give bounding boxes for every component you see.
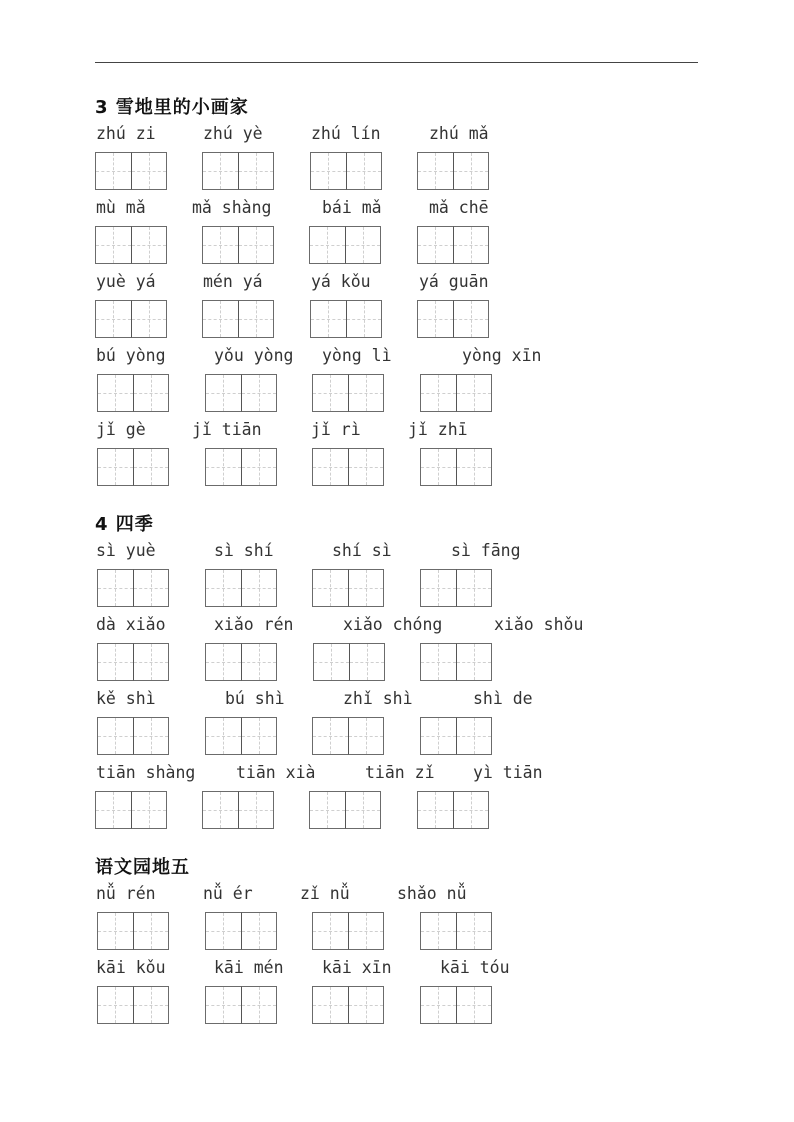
tianzige-cell[interactable] — [133, 717, 170, 755]
tianzige-cell[interactable] — [312, 986, 349, 1024]
tianzige-cell[interactable] — [202, 300, 239, 338]
tianzige-cell[interactable] — [95, 226, 132, 264]
pinyin-label: sì yuè — [96, 541, 156, 560]
tianzige-box[interactable] — [205, 717, 277, 755]
tianzige-box[interactable] — [420, 986, 492, 1024]
pinyin-label: mǎ chē — [429, 198, 489, 217]
pinyin-label: zhú yè — [203, 124, 263, 143]
pinyin-row — [95, 956, 695, 980]
tianzige-cell[interactable] — [313, 643, 350, 681]
tianzige-box[interactable] — [202, 791, 274, 829]
section-title: 语文园地五 — [95, 857, 190, 878]
tianzige-box[interactable] — [205, 912, 277, 950]
tianzige-box[interactable] — [312, 374, 384, 412]
tianzige-cell[interactable] — [453, 300, 490, 338]
tianzige-box[interactable] — [202, 300, 274, 338]
pinyin-label: mǎ shàng — [192, 198, 272, 217]
pinyin-label: yòng lì — [322, 346, 392, 365]
tianzige-box[interactable] — [97, 569, 169, 607]
tianzige-cell[interactable] — [131, 300, 168, 338]
tianzige-cell[interactable] — [420, 448, 457, 486]
pinyin-label: zhǐ shì — [343, 689, 413, 708]
tianzige-box[interactable] — [95, 300, 167, 338]
tianzige-cell[interactable] — [133, 448, 170, 486]
tianzige-box[interactable] — [205, 569, 277, 607]
tianzige-cell[interactable] — [238, 226, 275, 264]
pinyin-label: bú shì — [225, 689, 285, 708]
tianzige-cell[interactable] — [310, 300, 347, 338]
pinyin-label: jǐ rì — [311, 420, 361, 439]
tianzige-cell[interactable] — [456, 569, 493, 607]
tianzige-box[interactable] — [312, 717, 384, 755]
tianzige-cell[interactable] — [241, 448, 278, 486]
tianzige-cell[interactable] — [95, 791, 132, 829]
tianzige-box[interactable] — [420, 569, 492, 607]
pinyin-label: jǐ gè — [96, 420, 146, 439]
tianzige-cell[interactable] — [205, 986, 242, 1024]
pinyin-label: yá kǒu — [311, 272, 371, 291]
tianzige-box[interactable] — [417, 226, 489, 264]
section-title: 3 雪地里的小画家 — [95, 97, 249, 118]
pinyin-label: bú yòng — [96, 346, 166, 365]
pinyin-label: dà xiǎo — [96, 615, 166, 634]
pinyin-label: sì shí — [214, 541, 274, 560]
tianzige-cell[interactable] — [346, 300, 383, 338]
tianzige-box[interactable] — [312, 569, 384, 607]
pinyin-label: yì tiān — [473, 763, 543, 782]
tianzige-cell[interactable] — [131, 152, 168, 190]
tianzige-cell[interactable] — [241, 643, 278, 681]
tianzige-cell[interactable] — [97, 986, 134, 1024]
tianzige-cell[interactable] — [205, 374, 242, 412]
pinyin-label: yuè yá — [96, 272, 156, 291]
pinyin-label: zhú lín — [311, 124, 381, 143]
tianzige-box[interactable] — [420, 717, 492, 755]
pinyin-label: yòng xīn — [462, 346, 542, 365]
pinyin-label: yá guān — [419, 272, 489, 291]
tianzige-cell[interactable] — [205, 448, 242, 486]
tianzige-box[interactable] — [417, 791, 489, 829]
tianzige-cell[interactable] — [241, 569, 278, 607]
tianzige-cell[interactable] — [417, 791, 454, 829]
pinyin-label: tiān xià — [236, 763, 316, 782]
pinyin-label: kāi kǒu — [96, 958, 166, 977]
pinyin-label: yǒu yòng — [214, 346, 294, 365]
pinyin-label: shì de — [473, 689, 533, 708]
tianzige-cell[interactable] — [95, 300, 132, 338]
tianzige-cell[interactable] — [238, 152, 275, 190]
writing-box-row — [95, 368, 695, 418]
tianzige-cell[interactable] — [97, 912, 134, 950]
pinyin-row — [95, 539, 695, 563]
tianzige-cell[interactable] — [131, 226, 168, 264]
tianzige-box[interactable] — [97, 374, 169, 412]
tianzige-cell[interactable] — [241, 986, 278, 1024]
pinyin-label: tiān shàng — [96, 763, 196, 782]
header-rule — [95, 62, 698, 63]
tianzige-box[interactable] — [309, 791, 381, 829]
tianzige-cell[interactable] — [417, 152, 454, 190]
tianzige-cell[interactable] — [312, 374, 349, 412]
pinyin-label: xiǎo shǒu — [494, 615, 584, 634]
tianzige-cell[interactable] — [97, 717, 134, 755]
tianzige-box[interactable] — [97, 717, 169, 755]
writing-box-row — [95, 906, 695, 956]
tianzige-cell[interactable] — [456, 717, 493, 755]
writing-box-row — [95, 294, 695, 344]
writing-box-row — [95, 711, 695, 761]
tianzige-cell[interactable] — [420, 569, 457, 607]
tianzige-cell[interactable] — [238, 300, 275, 338]
tianzige-cell[interactable] — [348, 569, 385, 607]
tianzige-cell[interactable] — [456, 912, 493, 950]
pinyin-row — [95, 687, 695, 711]
pinyin-label: nǚ rén — [96, 884, 156, 903]
pinyin-label: jǐ tiān — [192, 420, 262, 439]
pinyin-label: bái mǎ — [322, 198, 382, 217]
tianzige-cell[interactable] — [349, 643, 386, 681]
tianzige-cell[interactable] — [312, 569, 349, 607]
tianzige-box[interactable] — [97, 986, 169, 1024]
tianzige-cell[interactable] — [417, 226, 454, 264]
tianzige-box[interactable] — [205, 643, 277, 681]
tianzige-box[interactable] — [312, 448, 384, 486]
tianzige-box[interactable] — [97, 912, 169, 950]
tianzige-box[interactable] — [205, 374, 277, 412]
tianzige-cell[interactable] — [453, 152, 490, 190]
writing-box-row — [95, 146, 695, 196]
writing-box-row — [95, 980, 695, 1030]
pinyin-label: jǐ zhī — [408, 420, 468, 439]
tianzige-cell[interactable] — [312, 717, 349, 755]
tianzige-cell[interactable] — [205, 912, 242, 950]
pinyin-label: kāi xīn — [322, 958, 392, 977]
tianzige-box[interactable] — [420, 643, 492, 681]
tianzige-box[interactable] — [420, 448, 492, 486]
pinyin-row — [95, 418, 695, 442]
tianzige-cell[interactable] — [456, 374, 493, 412]
pinyin-label: kě shì — [96, 689, 156, 708]
pinyin-label: tiān zǐ — [365, 763, 435, 782]
tianzige-cell[interactable] — [348, 717, 385, 755]
tianzige-cell[interactable] — [133, 643, 170, 681]
pinyin-row — [95, 270, 695, 294]
pinyin-label: kāi tóu — [440, 958, 510, 977]
tianzige-box[interactable] — [202, 226, 274, 264]
tianzige-cell[interactable] — [348, 374, 385, 412]
tianzige-box[interactable] — [95, 226, 167, 264]
pinyin-label: shí sì — [332, 541, 392, 560]
pinyin-row — [95, 882, 695, 906]
tianzige-cell[interactable] — [241, 717, 278, 755]
tianzige-cell[interactable] — [133, 374, 170, 412]
pinyin-row — [95, 122, 695, 146]
section-title: 4 四季 — [95, 514, 154, 535]
tianzige-cell[interactable] — [420, 986, 457, 1024]
pinyin-label: shǎo nǚ — [397, 884, 467, 903]
pinyin-row — [95, 761, 695, 785]
pinyin-label: mén yá — [203, 272, 263, 291]
tianzige-cell[interactable] — [346, 152, 383, 190]
tianzige-box[interactable] — [313, 643, 385, 681]
tianzige-cell[interactable] — [456, 986, 493, 1024]
writing-box-row — [95, 563, 695, 613]
tianzige-cell[interactable] — [453, 226, 490, 264]
tianzige-box[interactable] — [417, 300, 489, 338]
tianzige-cell[interactable] — [95, 152, 132, 190]
tianzige-cell[interactable] — [417, 300, 454, 338]
tianzige-box[interactable] — [310, 300, 382, 338]
tianzige-cell[interactable] — [133, 569, 170, 607]
tianzige-cell[interactable] — [133, 912, 170, 950]
tianzige-cell[interactable] — [202, 152, 239, 190]
tianzige-cell[interactable] — [97, 448, 134, 486]
tianzige-box[interactable] — [205, 986, 277, 1024]
tianzige-box[interactable] — [205, 448, 277, 486]
pinyin-row — [95, 196, 695, 220]
pinyin-label: zǐ nǚ — [300, 884, 350, 903]
tianzige-cell[interactable] — [456, 448, 493, 486]
tianzige-cell[interactable] — [345, 226, 382, 264]
tianzige-cell[interactable] — [238, 791, 275, 829]
tianzige-cell[interactable] — [133, 986, 170, 1024]
tianzige-box[interactable] — [202, 152, 274, 190]
pinyin-row — [95, 344, 695, 368]
pinyin-label: zhú zi — [96, 124, 156, 143]
tianzige-cell[interactable] — [205, 643, 242, 681]
tianzige-box[interactable] — [420, 912, 492, 950]
tianzige-box[interactable] — [312, 912, 384, 950]
tianzige-cell[interactable] — [202, 791, 239, 829]
tianzige-cell[interactable] — [241, 912, 278, 950]
pinyin-row — [95, 613, 695, 637]
tianzige-box[interactable] — [95, 152, 167, 190]
tianzige-cell[interactable] — [309, 791, 346, 829]
tianzige-cell[interactable] — [312, 912, 349, 950]
tianzige-box[interactable] — [310, 152, 382, 190]
tianzige-box[interactable] — [312, 986, 384, 1024]
writing-box-row — [95, 442, 695, 492]
tianzige-cell[interactable] — [348, 986, 385, 1024]
tianzige-cell[interactable] — [205, 717, 242, 755]
tianzige-cell[interactable] — [205, 569, 242, 607]
tianzige-cell[interactable] — [420, 374, 457, 412]
pinyin-label: nǚ ér — [203, 884, 253, 903]
tianzige-cell[interactable] — [97, 643, 134, 681]
pinyin-label: xiǎo chóng — [343, 615, 443, 634]
pinyin-label: zhú mǎ — [429, 124, 489, 143]
tianzige-cell[interactable] — [453, 791, 490, 829]
tianzige-cell[interactable] — [310, 152, 347, 190]
pinyin-label: sì fāng — [451, 541, 521, 560]
tianzige-cell[interactable] — [420, 643, 457, 681]
tianzige-box[interactable] — [309, 226, 381, 264]
tianzige-cell[interactable] — [420, 912, 457, 950]
pinyin-label: xiǎo rén — [214, 615, 294, 634]
tianzige-cell[interactable] — [97, 374, 134, 412]
writing-box-row — [95, 785, 695, 835]
writing-box-row — [95, 637, 695, 687]
writing-box-row — [95, 220, 695, 270]
tianzige-cell[interactable] — [241, 374, 278, 412]
worksheet — [95, 94, 695, 1030]
tianzige-box[interactable] — [97, 643, 169, 681]
tianzige-cell[interactable] — [312, 448, 349, 486]
tianzige-cell[interactable] — [309, 226, 346, 264]
tianzige-box[interactable] — [97, 448, 169, 486]
tianzige-cell[interactable] — [345, 791, 382, 829]
tianzige-box[interactable] — [417, 152, 489, 190]
tianzige-box[interactable] — [420, 374, 492, 412]
pinyin-label: kāi mén — [214, 958, 284, 977]
tianzige-box[interactable] — [95, 791, 167, 829]
tianzige-cell[interactable] — [97, 569, 134, 607]
tianzige-cell[interactable] — [420, 717, 457, 755]
tianzige-cell[interactable] — [131, 791, 168, 829]
tianzige-cell[interactable] — [202, 226, 239, 264]
tianzige-cell[interactable] — [456, 643, 493, 681]
tianzige-cell[interactable] — [348, 912, 385, 950]
pinyin-label: mù mǎ — [96, 198, 146, 217]
tianzige-cell[interactable] — [348, 448, 385, 486]
